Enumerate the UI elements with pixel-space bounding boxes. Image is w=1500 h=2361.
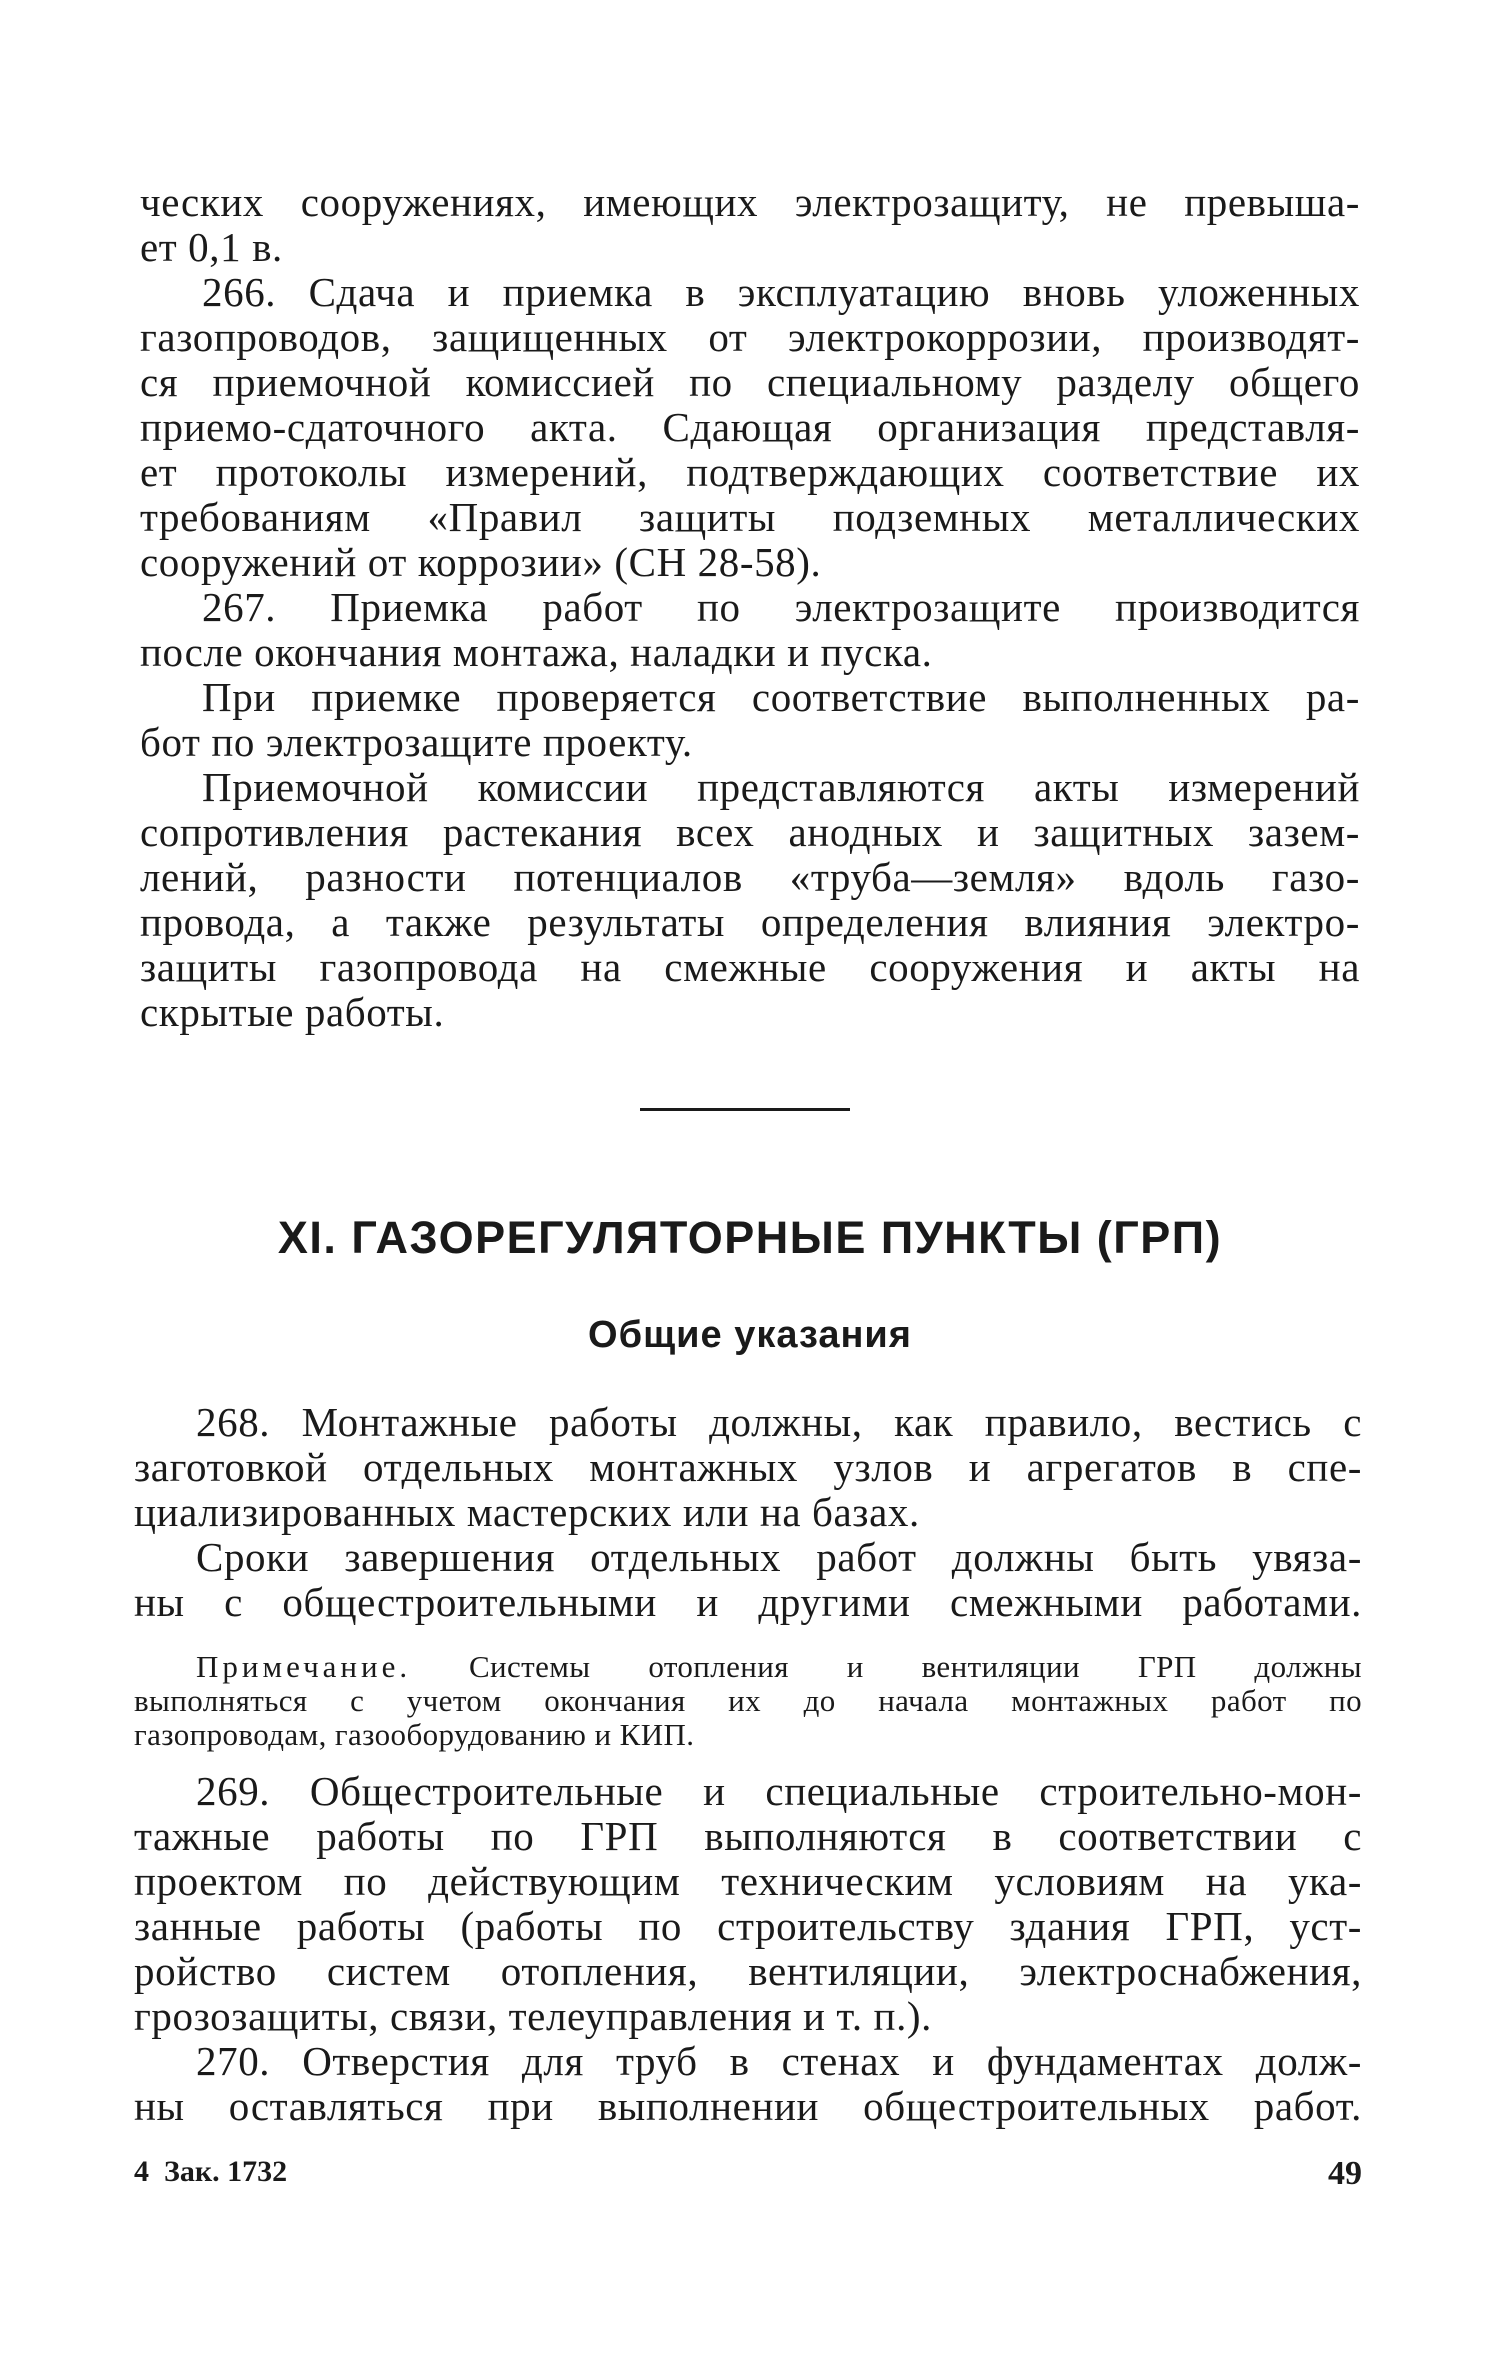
text-line: тажные работы по ГРП выполняются в соответствии с — [134, 1813, 1362, 1859]
text-line: сооружений от коррозии» (СН 28-58). — [140, 539, 822, 585]
note-line: газопроводам, газооборудованию и КИП. — [134, 1717, 695, 1752]
page-number: 49 — [1328, 2155, 1362, 2192]
text-line: Приемочной комиссии представляются акты измерений — [202, 764, 1360, 810]
text-line: лений, разности потенциалов «труба—земля» вдоль газо- — [140, 854, 1360, 900]
note-text: Системы отопления и вентиляции ГРП должны — [468, 1649, 1362, 1684]
text-line: ройство систем отопления, вентиляции, электроснабжения, — [134, 1948, 1362, 1994]
paragraph-267-start: 267. Приемка работ по электрозащите производится — [202, 584, 1360, 630]
paragraph-269-start: 269. Общестроительные и специальные строительно-мон- — [196, 1768, 1362, 1814]
note-line: выполняться с учетом окончания их до начала монтажных работ по — [134, 1683, 1362, 1718]
text-line: приемо-сдаточного акта. Сдающая организация представля- — [140, 404, 1360, 450]
text-line: скрытые работы. — [140, 989, 445, 1035]
text-line: провода, а также результаты определения влияния электро- — [140, 899, 1360, 945]
text-line: циализированных мастерских или на базах. — [134, 1489, 920, 1535]
mid-text-block — [134, 1400, 1362, 1625]
text-line: защиты газопровода на смежные сооружения и акты на — [140, 944, 1360, 990]
text-line: грозозащиты, связи, телеуправления и т. п.). — [134, 1993, 933, 2039]
section-divider — [640, 1108, 850, 1111]
top-text-block — [140, 180, 1360, 1035]
note-label: Примечание. — [196, 1649, 412, 1684]
paragraph-268-start: 268. Монтажные работы должны, как правило, вестись с — [196, 1399, 1362, 1445]
text-line: бот по электрозащите проекту. — [140, 719, 693, 765]
print-order-mark: 4 Зак. 1732 — [134, 2155, 288, 2188]
note-first-line — [134, 1650, 1362, 1684]
text-line: после окончания монтажа, наладки и пуска. — [140, 629, 933, 675]
text-line: Сроки завершения отдельных работ должны быть увяза- — [196, 1534, 1362, 1580]
text-line: заготовкой отдельных монтажных узлов и агрегатов в спе- — [134, 1444, 1362, 1490]
note-block — [134, 1650, 1362, 1752]
text-line: ны оставляться при выполнении общестроительных работ. — [134, 2083, 1362, 2129]
text-line: требованиям «Правил защиты подземных металлических — [140, 494, 1360, 540]
paragraph-266-start: 266. Сдача и приемка в эксплуатацию вновь уложенных — [202, 269, 1360, 315]
text-line: ет протоколы измерений, подтверждающих соответствие их — [140, 449, 1360, 495]
text-line: ческих сооружениях, имеющих электрозащиту, не превыша- — [140, 179, 1360, 225]
text-line: ны с общестроительными и другими смежными работами. — [134, 1579, 1362, 1625]
section-subtitle: Общие указания — [588, 1314, 912, 1356]
text-line: При приемке проверяется соответствие выполненных ра- — [202, 674, 1360, 720]
text-line: ет 0,1 в. — [140, 224, 283, 270]
text-line: проектом по действующим техническим условиям на ука- — [134, 1858, 1362, 1904]
text-line: сопротивления растекания всех анодных и защитных зазем- — [140, 809, 1360, 855]
paragraph-270-start: 270. Отверстия для труб в стенах и фундаментах долж- — [196, 2038, 1362, 2084]
bottom-text-block — [134, 1769, 1362, 2129]
text-line: газопроводов, защищенных от электрокоррозии, производят- — [140, 314, 1360, 360]
text-line: занные работы (работы по строительству здания ГРП, уст- — [134, 1903, 1362, 1949]
section-title: XI. ГАЗОРЕГУЛЯТОРНЫЕ ПУНКТЫ (ГРП) — [277, 1212, 1223, 1263]
text-line: ся приемочной комиссией по специальному разделу общего — [140, 359, 1360, 405]
